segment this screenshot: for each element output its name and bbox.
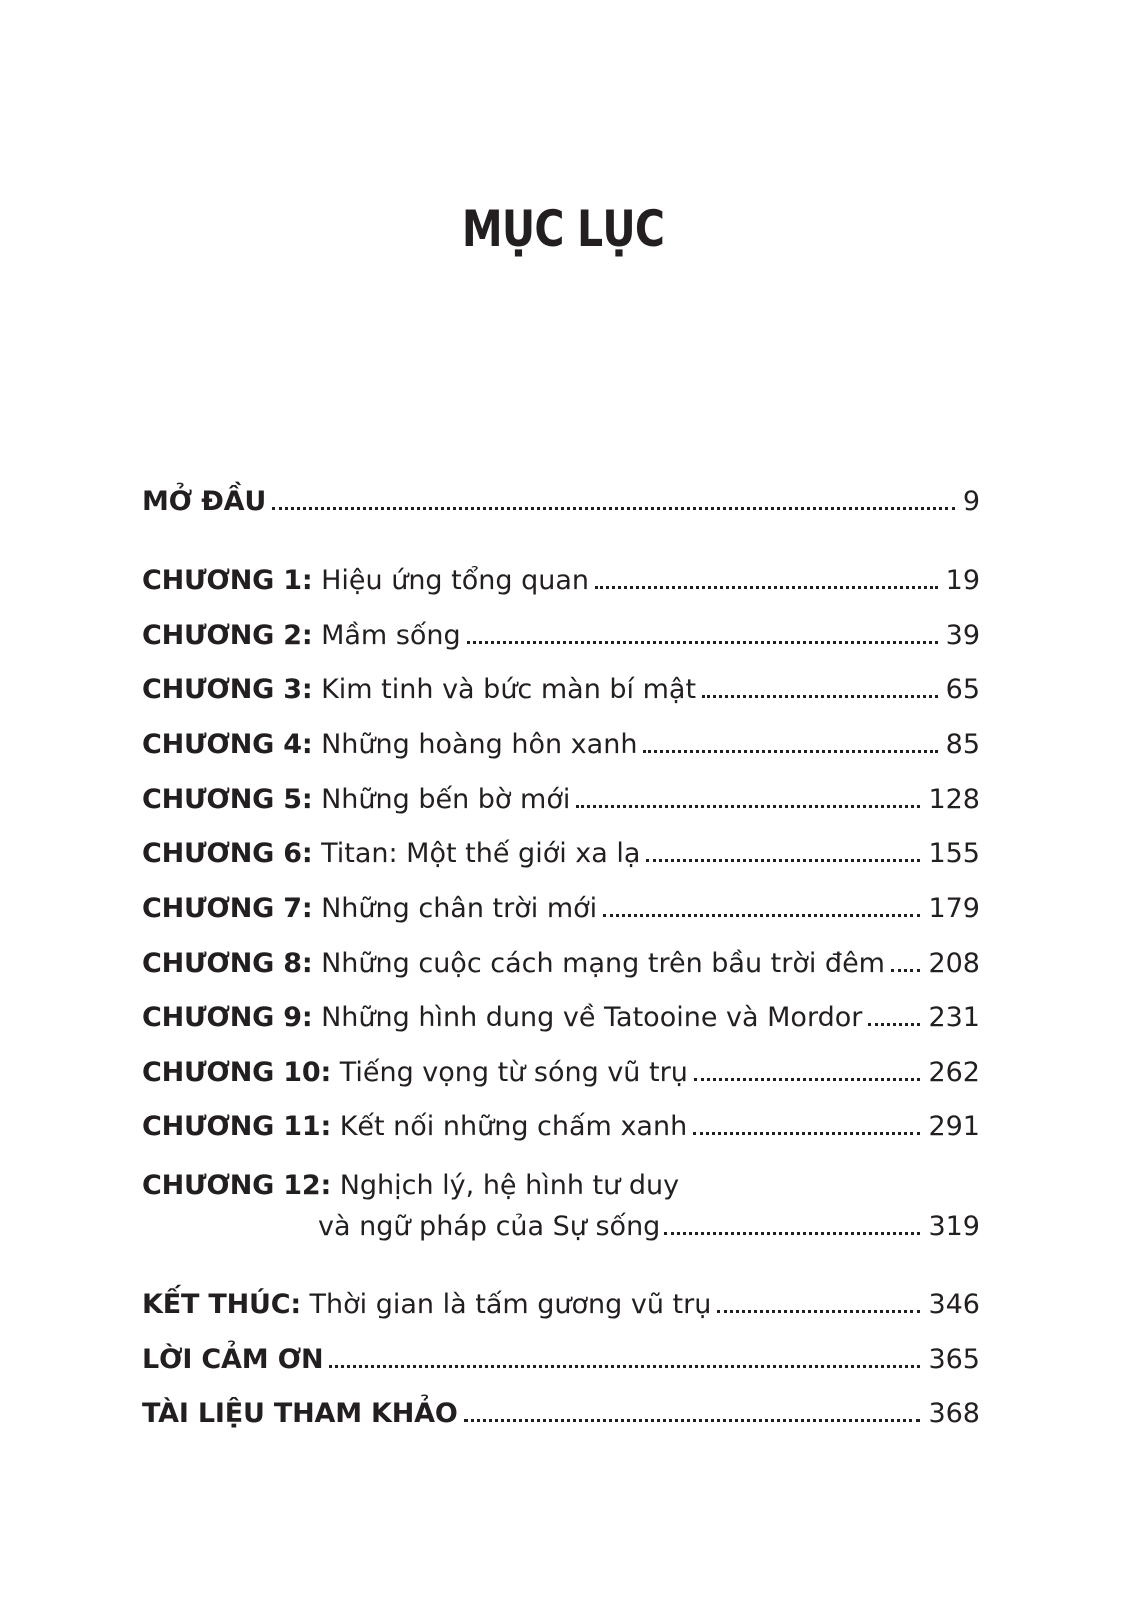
toc-entry-epilogue [142,1285,980,1325]
dot-leader [464,1419,921,1422]
dot-leader [467,641,938,644]
toc-entry-label: CHƯƠNG 4: [142,729,313,760]
toc-entry-title: Nghịch lý, hệ hình tư duy [339,1170,680,1201]
toc-entry-title: Tiếng vọng từ sóng vũ trụ [339,1057,688,1088]
dot-leader [595,586,938,589]
toc-entry-chapter-2 [142,616,980,656]
toc-entry-page: 179 [928,893,980,924]
toc-entry-page: 291 [928,1111,980,1142]
toc-entry-chapter-7 [142,889,980,929]
toc-entry-label: CHƯƠNG 2: [142,620,313,651]
toc-entry-acknowledgements [142,1340,980,1380]
dot-leader [664,1232,920,1235]
toc-entry-chapter-12 [142,1166,980,1206]
dot-leader [868,1023,920,1026]
dot-leader [646,859,920,862]
toc-entry-chapter-3 [142,670,980,710]
toc-entry-title: Những hoàng hôn xanh [321,729,638,760]
toc-entry-chapter-6 [142,834,980,874]
toc-entry-chapter-4 [142,725,980,765]
toc-entry-label: CHƯƠNG 3: [142,674,313,705]
dot-leader [576,805,920,808]
toc-entry-label: CHƯƠNG 9: [142,1002,313,1033]
toc-entry-page: 231 [928,1002,980,1033]
toc-entry-label: TÀI LIỆU THAM KHẢO [142,1398,458,1429]
toc-entry-title: Kết nối những chấm xanh [339,1111,688,1142]
toc-entry-chapter-5 [142,780,980,820]
toc-entry-page: 85 [945,729,980,760]
toc-entry-label: CHƯƠNG 10: [142,1057,332,1088]
toc-entry-chapter-1 [142,561,980,601]
dot-leader [329,1365,920,1368]
dot-leader [272,507,955,510]
dot-leader [694,1078,921,1081]
toc-entry-intro [142,482,980,522]
dot-leader [702,695,938,698]
toc-entry-page: 262 [928,1057,980,1088]
page-title: MỤC LỤC [461,200,665,258]
toc-entry-label: CHƯƠNG 8: [142,948,313,979]
toc-entry-label: MỞ ĐẦU [142,486,267,517]
toc-entry-chapter-9 [142,998,980,1038]
toc-entry-title-line2: và ngữ pháp của Sự sống [318,1211,661,1242]
toc-entry-title: Những chân trời mới [321,893,598,924]
toc-entry-label: CHƯƠNG 11: [142,1111,332,1142]
toc-entry-page: 368 [928,1398,980,1429]
toc-entry-references [142,1394,980,1434]
toc-entry-title: Mầm sống [321,620,461,651]
toc-entry-label: LỜI CẢM ƠN [142,1344,324,1375]
toc-entry-title: Kim tinh và bức màn bí mật [321,674,697,705]
toc-entry-label: CHƯƠNG 12: [142,1170,332,1201]
toc-entry-page: 319 [928,1211,980,1242]
toc-entry-title: Những bến bờ mới [321,784,571,815]
dot-leader [693,1132,920,1135]
dot-leader [717,1310,920,1313]
toc-entry-chapter-8 [142,944,980,984]
toc-entry-chapter-11 [142,1107,980,1147]
dot-leader [891,969,920,972]
toc-entry-title: Những hình dung về Tatooine và Mordor [321,1002,863,1033]
toc-entry-page: 365 [928,1344,980,1375]
toc-entry-title: Thời gian là tấm gương vũ trụ [309,1289,712,1320]
toc-entry-page: 346 [928,1289,980,1320]
toc-entry-chapter-12-continued [318,1207,980,1247]
toc-entry-label: KẾT THÚC: [142,1289,301,1320]
toc-entry-title: Những cuộc cách mạng trên bầu trời đêm [321,948,885,979]
toc-entry-page: 19 [945,565,980,596]
dot-leader [643,750,937,753]
dot-leader [603,914,920,917]
toc-entry-page: 39 [945,620,980,651]
toc-entry-page: 155 [928,838,980,869]
toc-entry-chapter-10 [142,1053,980,1093]
toc-entry-page: 128 [928,784,980,815]
toc-entry-page: 65 [945,674,980,705]
toc-entry-label: CHƯƠNG 6: [142,838,313,869]
toc-entry-label: CHƯƠNG 7: [142,893,313,924]
toc-entry-label: CHƯƠNG 5: [142,784,313,815]
toc-entry-page: 208 [928,948,980,979]
toc-entry-page: 9 [962,486,980,517]
table-of-contents [142,0,980,1599]
toc-entry-title: Hiệu ứng tổng quan [321,565,589,596]
toc-entry-title: Titan: Một thế giới xa lạ [321,838,641,869]
toc-entry-label: CHƯƠNG 1: [142,565,313,596]
